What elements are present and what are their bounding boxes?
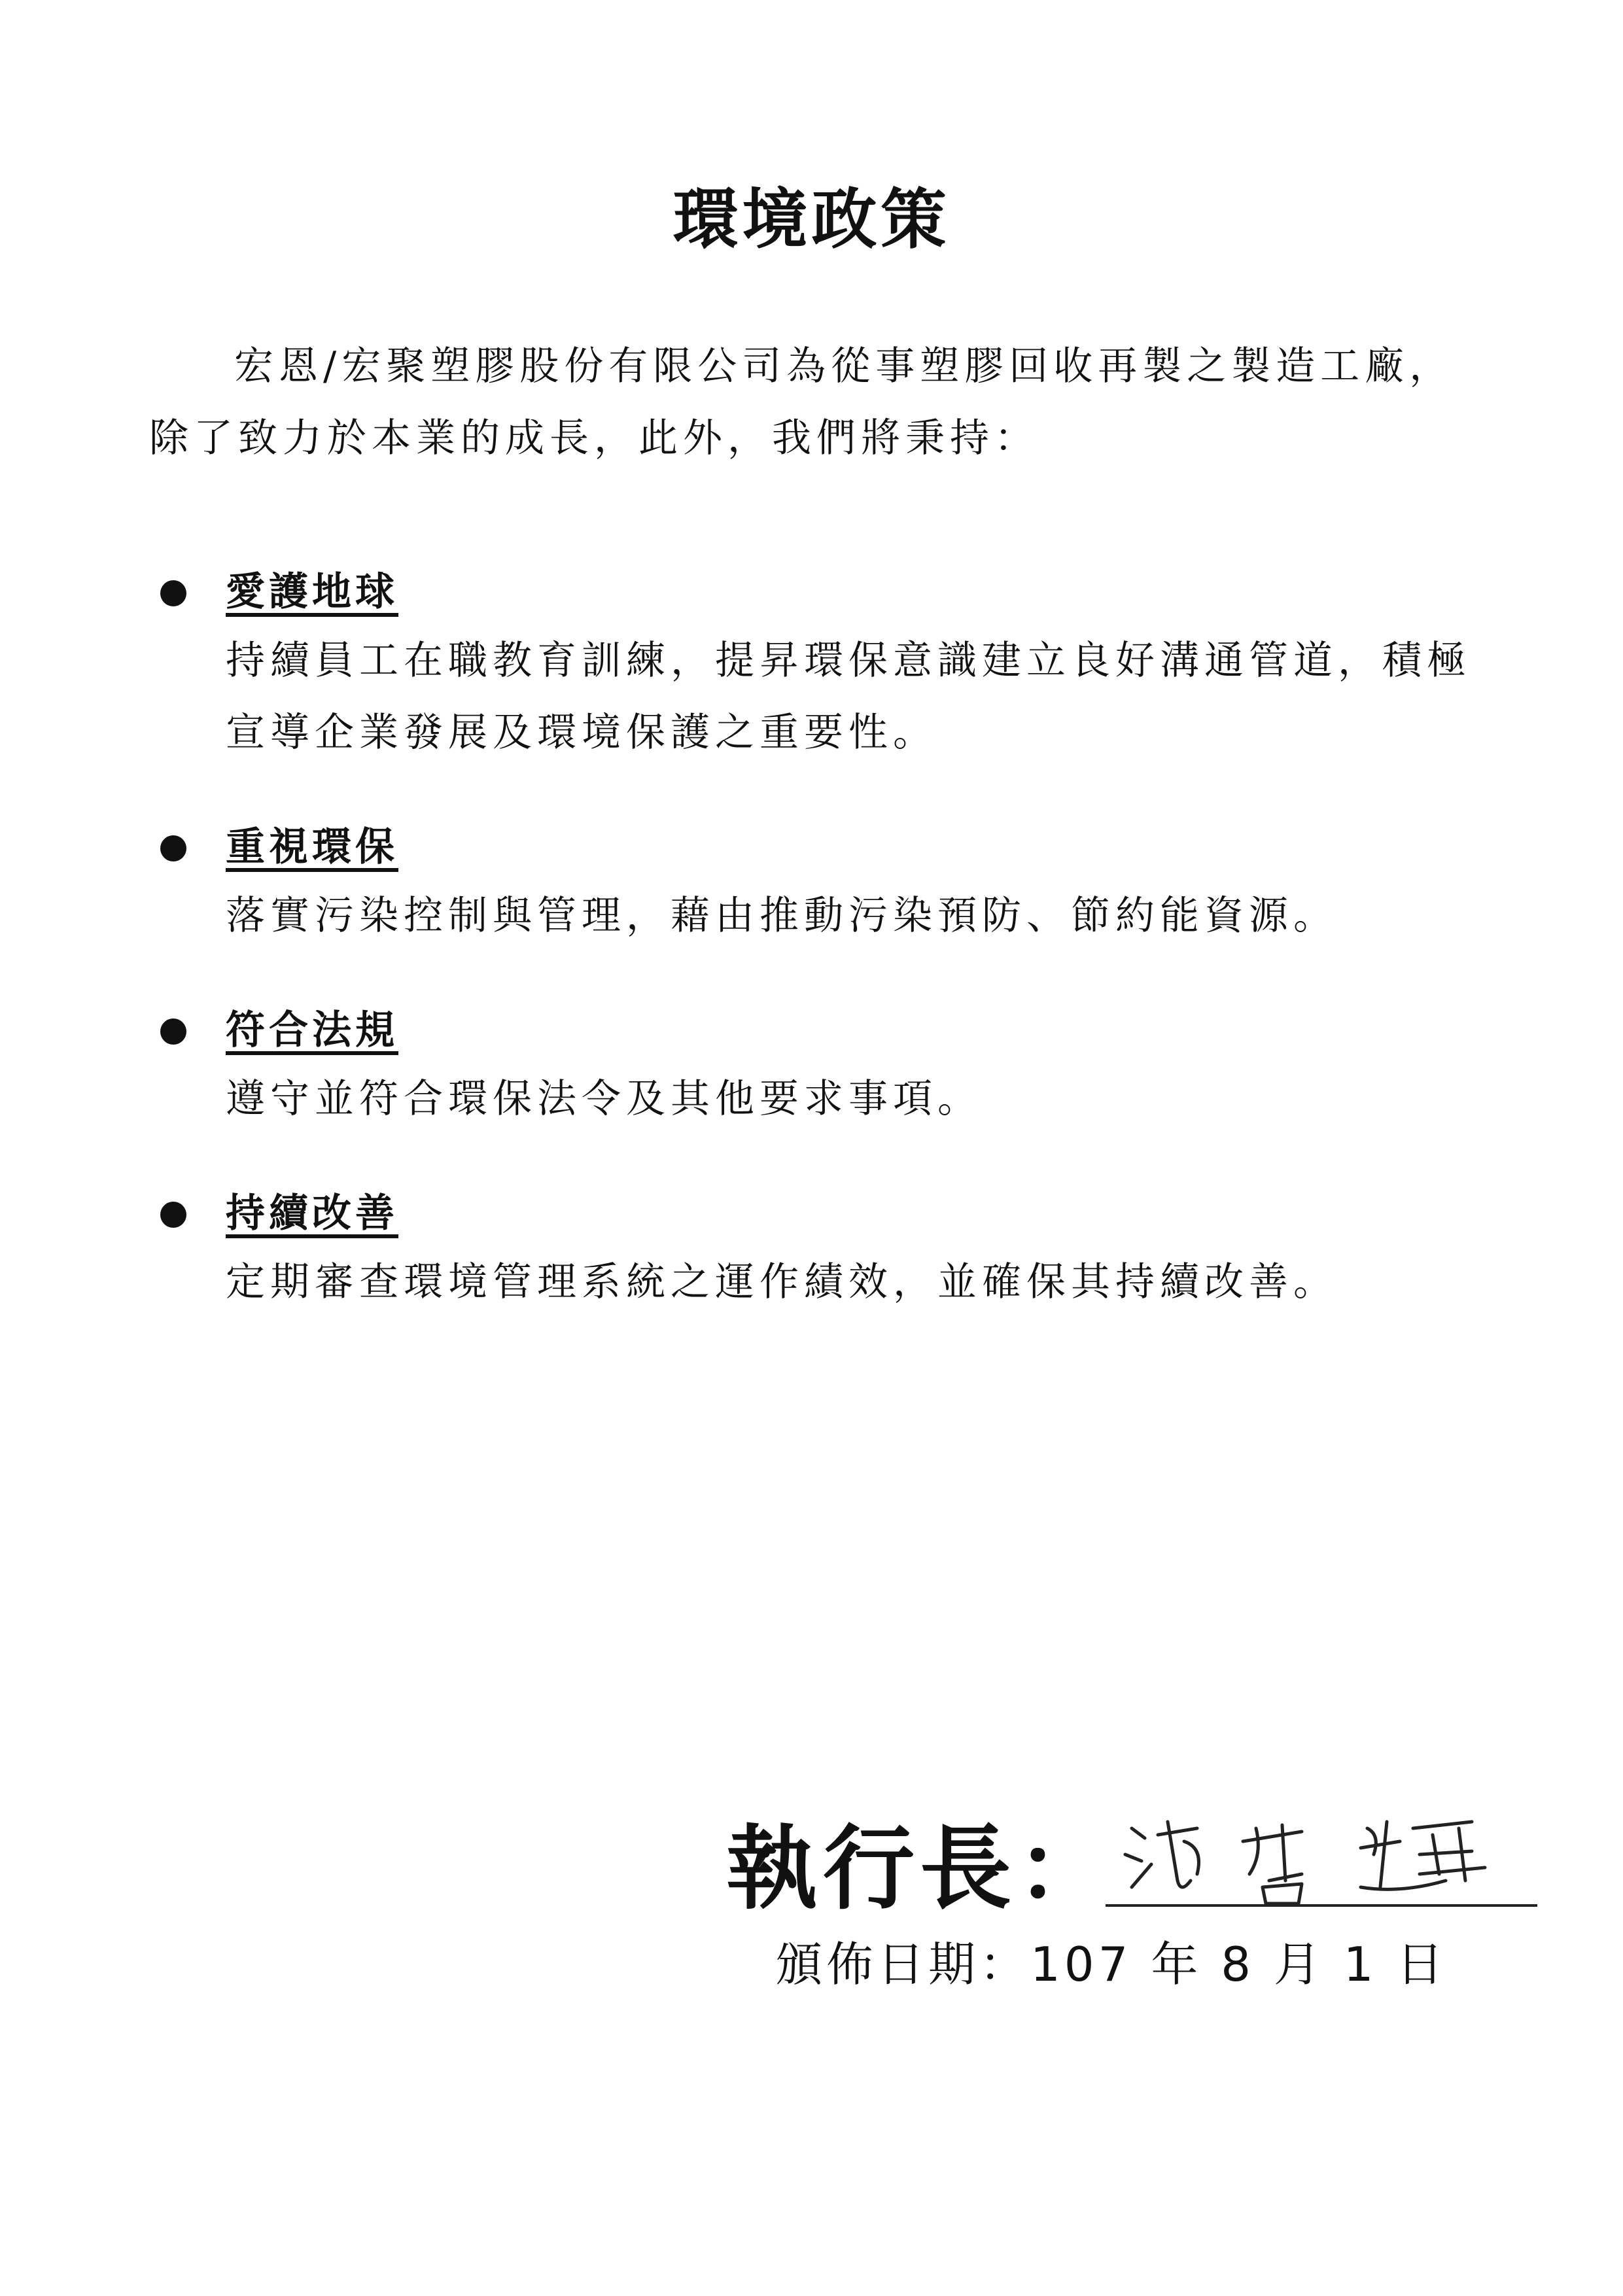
intro-paragraph: 宏恩/宏聚塑膠股份有限公司為從事塑膠回收再製之製造工廠，除了致力於本業的成長，此外，我們將秉持：: [149, 343, 1454, 461]
policy-heading: 符合法規: [226, 1007, 398, 1053]
policy-body: 定期審查環境管理系統之運作績效，並確保其持續改善。: [226, 1259, 1338, 1305]
bullet-icon: [160, 835, 186, 861]
policy-item: [160, 559, 1495, 769]
policy-heading: 持續改善: [226, 1191, 398, 1236]
bullet-icon: [160, 580, 186, 606]
policy-list: [160, 559, 1495, 1318]
signature-block: [726, 1796, 1498, 1922]
page-title: 環境政策: [672, 181, 951, 258]
policy-item: [160, 814, 1495, 952]
policy-heading: 愛護地球: [226, 569, 398, 615]
policy-body: 持續員工在職教育訓練，提昇環保意識建立良好溝通管道，積極宣導企業發展及環境保護之重要性。: [226, 638, 1471, 756]
bullet-icon: [160, 1202, 186, 1228]
signature-label: 執行長：: [726, 1816, 1114, 1922]
bullet-icon: [160, 1018, 186, 1045]
policy-heading: 重視環保: [226, 824, 398, 870]
issue-date: 頒佈日期：107 年 8 月 1 日: [775, 1937, 1448, 1992]
policy-body: 落實污染控制與管理，藉由推動污染預防、節約能資源。: [226, 893, 1338, 939]
handwritten-signature: [1106, 1802, 1537, 1907]
policy-item: [160, 1181, 1495, 1318]
policy-item: [160, 998, 1495, 1135]
policy-body: 遵守並符合環保法令及其他要求事項。: [226, 1076, 982, 1122]
